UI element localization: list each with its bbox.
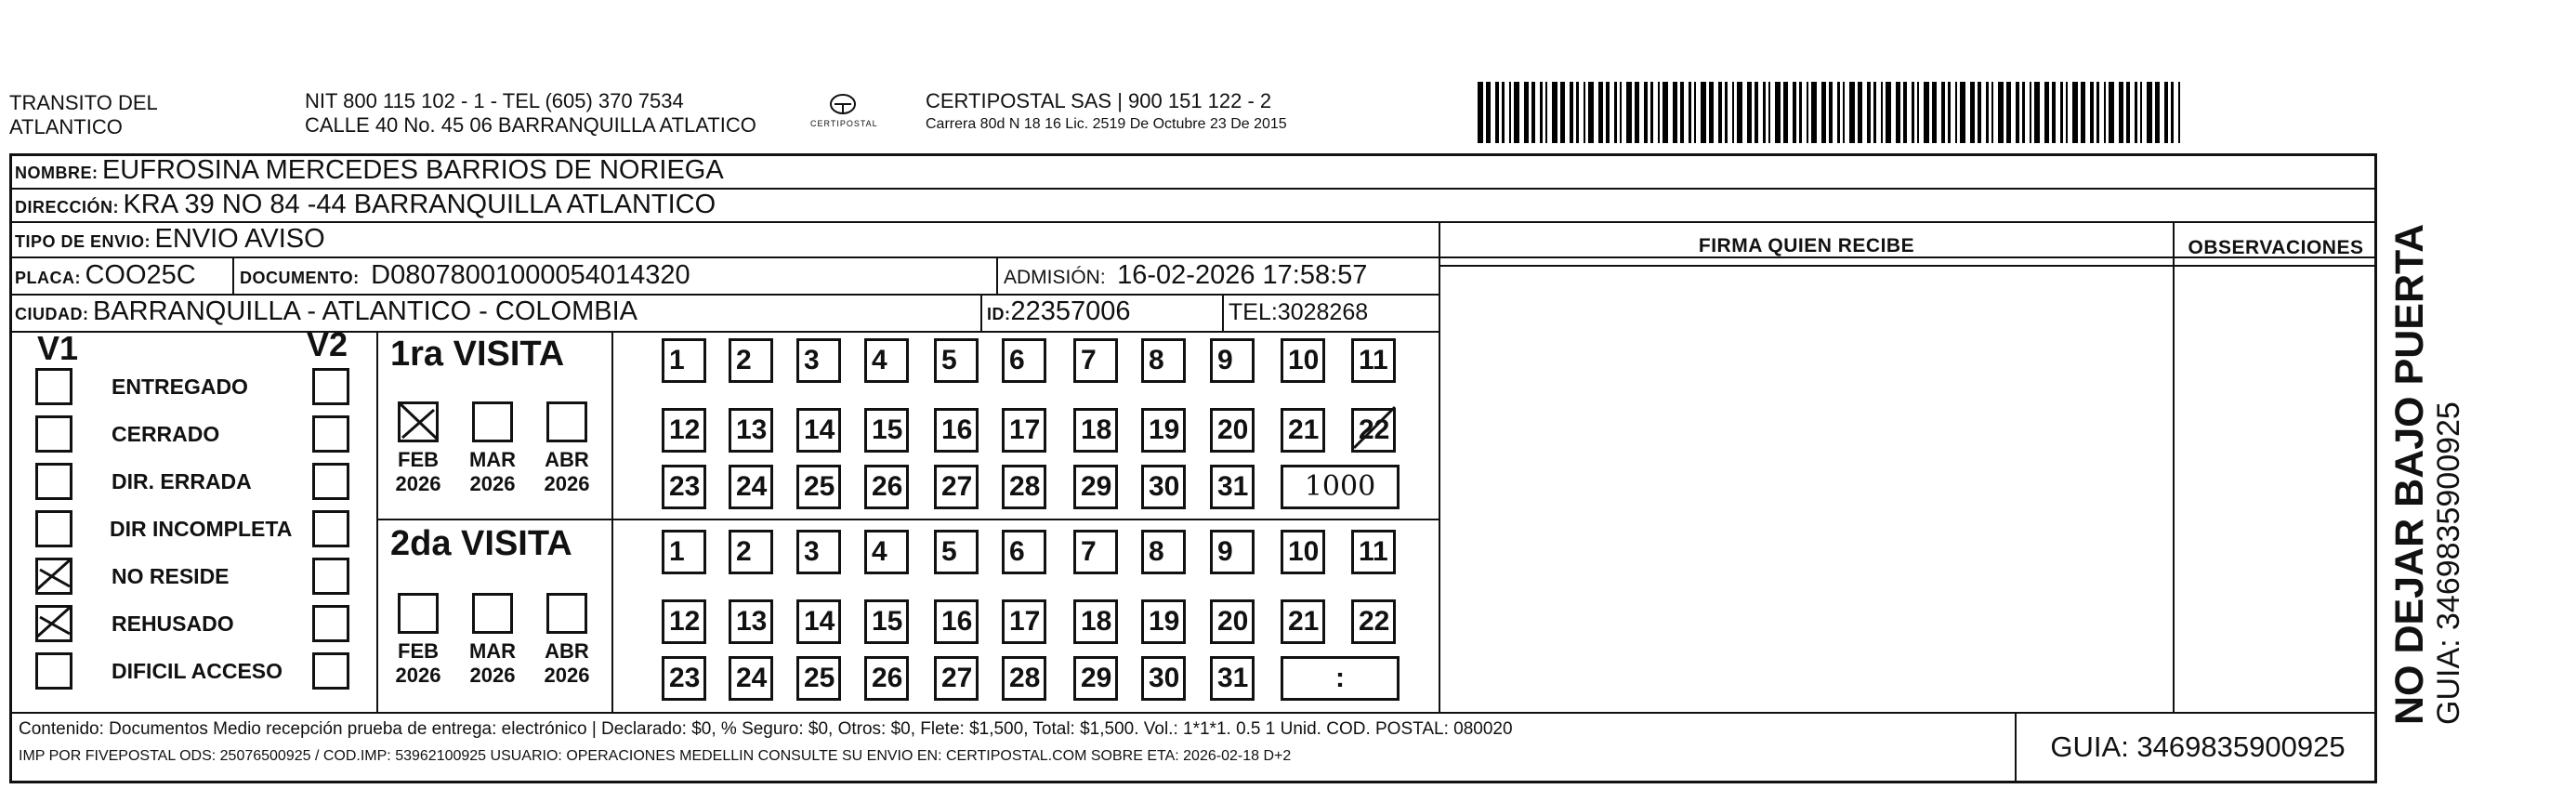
second-visit-day-31[interactable]: 31 [1210, 656, 1255, 701]
second-visit-day-3[interactable]: 3 [796, 530, 841, 574]
second-visit-month-box-abr[interactable] [546, 593, 587, 634]
second-visit-day-29[interactable]: 29 [1073, 656, 1118, 701]
sender-address-line: CALLE 40 No. 45 06 BARRANQUILLA ATLATICO [305, 113, 756, 137]
barcode-bar [1709, 82, 1714, 143]
barcode-bar [1837, 82, 1840, 143]
barcode-bar [1689, 82, 1691, 143]
barcode-bar [1626, 82, 1632, 143]
second-visit-day-24[interactable]: 24 [729, 656, 773, 701]
first-visit-month-label-feb [390, 448, 446, 496]
first-visit-month-year: 2026 [395, 472, 441, 495]
sender-org-line2: ATLANTICO [9, 115, 123, 138]
second-visit-day-14[interactable]: 14 [796, 599, 841, 644]
barcode-bar [1747, 82, 1752, 143]
placa-field [15, 259, 196, 296]
v1-checkbox-cerrado[interactable] [35, 415, 72, 453]
admision-label: ADMISIÓN: [1004, 267, 1106, 288]
v2-checkbox-dificil-acceso[interactable] [312, 652, 349, 690]
barcode-bar [2135, 82, 2137, 143]
certipostal-logo-icon [810, 93, 875, 119]
documento-field [240, 259, 690, 296]
direccion-label: DIRECCIÓN: [15, 198, 119, 217]
barcode-bar [1849, 82, 1855, 143]
second-visit-day-4[interactable]: 4 [864, 530, 909, 574]
barcode-bar [1783, 82, 1788, 143]
barcode-bar [1896, 82, 1900, 143]
second-visit-day-9[interactable]: 9 [1210, 530, 1255, 574]
barcode-bar [2081, 82, 2085, 143]
barcode-bar [1614, 82, 1617, 143]
second-visit-month-name-abr: ABR [545, 639, 589, 663]
barcode-bar [1843, 82, 1845, 143]
second-visit-day-27[interactable]: 27 [934, 656, 979, 701]
second-visit-day-5[interactable]: 5 [934, 530, 979, 574]
barcode-bar [1755, 82, 1758, 143]
first-visit-month-box-mar[interactable] [472, 401, 513, 442]
first-visit-day-27[interactable]: 27 [934, 465, 979, 509]
second-visit-day-17[interactable]: 17 [1002, 599, 1046, 644]
footer-guia: GUIA: 3469835900925 [2050, 730, 2346, 763]
second-visit-month-label-mar [465, 639, 520, 688]
barcode-bar [1821, 82, 1826, 143]
first-visit-day-15[interactable]: 15 [864, 408, 909, 453]
first-visit-month-box-abr[interactable] [546, 401, 587, 442]
second-visit-day-6[interactable]: 6 [1002, 530, 1046, 574]
barcode-bar [1650, 82, 1653, 143]
second-visit-month-box-mar[interactable] [472, 593, 513, 634]
barcode-bar [1502, 82, 1505, 143]
barcode-bar [1658, 82, 1660, 143]
barcode-bar [2072, 82, 2078, 143]
barcode-bar [1584, 82, 1585, 143]
v1-checkbox-rehusado[interactable] [35, 605, 72, 642]
second-visit-day-11[interactable]: 11 [1351, 530, 1396, 574]
first-visit-day-3[interactable]: 3 [796, 338, 841, 383]
barcode-bar [2126, 82, 2130, 143]
v2-checkbox-cerrado[interactable] [312, 415, 349, 453]
courier-logo [810, 93, 878, 128]
status-label-dificil-acceso: DIFICIL ACCESO [112, 659, 283, 683]
first-visit-month-name-mar: MAR [468, 448, 517, 471]
tipo-envio-value: ENVIO AVISO [154, 224, 325, 254]
placa-label: PLACA: [15, 269, 81, 287]
second-visit-day-25[interactable]: 25 [796, 656, 841, 701]
second-visit-day-15[interactable]: 15 [864, 599, 909, 644]
sender-nit-line: NIT 800 115 102 - 1 - TEL (605) 370 7534 [305, 89, 684, 112]
ciudad-value: BARRANQUILLA - ATLANTICO - COLOMBIA [92, 296, 637, 326]
side-notice [2388, 224, 2466, 725]
barcode-bar [2119, 82, 2123, 143]
barcode-bar [2164, 82, 2168, 143]
second-visit-month-year: 2026 [544, 664, 590, 687]
barcode-bar [2178, 82, 2180, 143]
first-visit-day-29[interactable]: 29 [1073, 465, 1118, 509]
barcode-bar [1524, 82, 1529, 143]
courier-name-line: CERTIPOSTAL SAS | 900 151 122 - 2 [926, 89, 1272, 112]
first-visit-day-1[interactable]: 1 [662, 338, 706, 383]
courier-license-line: Carrera 80d N 18 16 Lic. 2519 De Octubre 23 De 2015 [926, 116, 1287, 132]
barcode-bar [1560, 82, 1565, 143]
barcode-bar [1941, 82, 1945, 143]
barcode-bar [1732, 82, 1734, 143]
first-visit-time-box[interactable]: 1000 [1281, 465, 1400, 509]
sender-contact [305, 89, 756, 138]
nombre-value: EUFROSINA MERCEDES BARRIOS DE NORIEGA [101, 155, 724, 185]
barcode-bar [2090, 82, 2094, 143]
second-visit-month-name-mar: MAR [468, 639, 517, 663]
nombre-label: NOMBRE: [15, 164, 99, 182]
first-visit-day-4[interactable]: 4 [864, 338, 909, 383]
observaciones-header: OBSERVACIONES [2188, 237, 2364, 258]
first-visit-day-30[interactable]: 30 [1141, 465, 1186, 509]
barcode-bar [1552, 82, 1557, 143]
barcode-bar [1955, 82, 1957, 143]
first-visit-month-box-feb[interactable] [398, 401, 439, 442]
v2-checkbox-dir-errada[interactable] [312, 463, 349, 500]
barcode-bar [1960, 82, 1965, 143]
second-visit-day-26[interactable]: 26 [864, 656, 909, 701]
first-visit-day-13[interactable]: 13 [729, 408, 773, 453]
first-visit-day-5[interactable]: 5 [934, 338, 979, 383]
v2-checkbox-entregado[interactable] [312, 368, 349, 405]
second-visit-day-16[interactable]: 16 [934, 599, 979, 644]
barcode-bar [1886, 82, 1891, 143]
barcode-bar [2034, 82, 2040, 143]
barcode-bar [2044, 82, 2049, 143]
second-visit-day-8[interactable]: 8 [1141, 530, 1186, 574]
barcode-bar [2109, 82, 2114, 143]
barcode-bar [1701, 82, 1706, 143]
tipo-envio-label: TIPO DE ENVIO: [15, 232, 151, 251]
barcode-bar [1793, 82, 1796, 143]
first-visit-month-label-abr [539, 448, 595, 496]
v2-checkbox-no-reside[interactable] [312, 558, 349, 595]
side-guia-text: GUIA: 3469835900925 [2431, 401, 2466, 725]
first-visit-day-24[interactable]: 24 [729, 465, 773, 509]
first-visit-day-2[interactable]: 2 [729, 338, 773, 383]
barcode-bar [2060, 82, 2063, 143]
barcode-bar [2096, 82, 2099, 143]
tel-field [1229, 296, 1368, 328]
barcode-bar [1718, 82, 1722, 143]
id-label: ID: [987, 305, 1011, 323]
barcode-bar [1694, 82, 1696, 143]
barcode-bar [1799, 82, 1802, 143]
barcode-bar [1998, 82, 2004, 143]
barcode-bar [2006, 82, 2011, 143]
first-visit-day-22[interactable]: 22 [1351, 408, 1396, 453]
firma-header: FIRMA QUIEN RECIBE [1698, 235, 1915, 256]
barcode-bar [1858, 82, 1862, 143]
first-visit-month-name-abr: ABR [545, 448, 589, 471]
footer-imp-line: IMP POR FIVEPOSTAL ODS: 25076500925 / COD.IMP: 53962100925 USUARIO: OPERACIONES MEDELLIN CONSULTE SU ENVIO EN: CERTIPOSTAL.COM SOBRE ETA: 2026-02-18 D+2 [19, 748, 1292, 764]
barcode-bar [1635, 82, 1639, 143]
status-label-rehusado: REHUSADO [112, 611, 234, 636]
barcode-bar [1725, 82, 1728, 143]
first-visit-day-26[interactable]: 26 [864, 465, 909, 509]
ciudad-label: CIUDAD: [15, 305, 89, 323]
barcode-bar [2147, 82, 2152, 143]
status-label-no-reside: NO RESIDE [112, 564, 230, 588]
barcode-bar [1917, 82, 1919, 143]
first-visit-day-10[interactable]: 10 [1281, 338, 1325, 383]
footer-content-line: Contenido: Documentos Medio recepción prueba de entrega: electrónico | Declarado: $0, % Seguro: $0, Otros: $0, Flete: $1,500, Total: $1,500. Vol.: 1*1*1. 0.5 1 Unid. COD. POSTAL: 080020 [19, 719, 1513, 739]
barcode-bar [1680, 82, 1684, 143]
admision-value: 16-02-2026 17:58:57 [1117, 260, 1368, 290]
second-visit-day-7[interactable]: 7 [1073, 530, 1118, 574]
barcode-bar [1948, 82, 1951, 143]
side-notice-text: NO DEJAR BAJO PUERTA [2387, 223, 2432, 725]
first-visit-day-23[interactable]: 23 [662, 465, 706, 509]
second-visit-day-19[interactable]: 19 [1141, 599, 1186, 644]
barcode-bar [1531, 82, 1535, 143]
second-visit-day-13[interactable]: 13 [729, 599, 773, 644]
second-visit-day-1[interactable]: 1 [662, 530, 706, 574]
barcode-bar [1873, 82, 1876, 143]
status-label-dir-errada: DIR. ERRADA [112, 469, 252, 493]
barcode-bar [2052, 82, 2056, 143]
sender-org [9, 91, 158, 139]
second-visit-day-21[interactable]: 21 [1281, 599, 1325, 644]
second-visit-day-30[interactable]: 30 [1141, 656, 1186, 701]
documento-value: D08078001000054014320 [371, 260, 690, 290]
tel-label: TEL: [1229, 299, 1278, 325]
barcode-bar [1663, 82, 1668, 143]
barcode-bar [2066, 82, 2068, 143]
second-visit-month-box-feb[interactable] [398, 593, 439, 634]
first-visit-day-9[interactable]: 9 [1210, 338, 1255, 383]
barcode-bar [2140, 82, 2142, 143]
status-label-cerrado: CERRADO [112, 422, 220, 446]
second-visit-month-name-feb: FEB [398, 639, 439, 663]
barcode-bar [1606, 82, 1610, 143]
second-visit-month-year: 2026 [469, 664, 516, 687]
v1-checkbox-dir-errada[interactable] [35, 463, 72, 500]
status-label-entregado: ENTREGADO [112, 375, 248, 399]
barcode-bar [1737, 82, 1742, 143]
first-visit-day-12[interactable]: 12 [662, 408, 706, 453]
barcode-bar [2104, 82, 2106, 143]
barcode-bar [1807, 82, 1808, 143]
barcode-bar [1978, 82, 1981, 143]
barcode-bar [1881, 82, 1883, 143]
v2-checkbox-dir-incompleta[interactable] [312, 510, 349, 547]
first-visit-day-16[interactable]: 16 [934, 408, 979, 453]
id-field [987, 296, 1131, 332]
barcode-bar [1598, 82, 1603, 143]
v1-checkbox-dificil-acceso[interactable] [35, 652, 72, 690]
placa-value: COO25C [85, 260, 196, 290]
barcode [1478, 82, 2182, 143]
first-visit-day-17[interactable]: 17 [1002, 408, 1046, 453]
barcode-bar [1986, 82, 1989, 143]
barcode-bar [1970, 82, 1975, 143]
observations-area[interactable] [2176, 270, 2375, 710]
first-visit-day-19[interactable]: 19 [1141, 408, 1186, 453]
first-visit-day-21[interactable]: 21 [1281, 408, 1325, 453]
direccion-field [15, 189, 716, 225]
barcode-bar [1588, 82, 1594, 143]
barcode-bar [1673, 82, 1677, 143]
tipo-envio-field [15, 223, 325, 259]
barcode-bar [1644, 82, 1648, 143]
barcode-bar [1991, 82, 1993, 143]
first-visit-title: 1ra VISITA [390, 335, 565, 374]
first-visit-month-year: 2026 [469, 472, 516, 495]
barcode-bar [1768, 82, 1770, 143]
second-visit-month-year: 2026 [395, 664, 441, 687]
barcode-bar [1570, 82, 1573, 143]
barcode-bar [2016, 82, 2019, 143]
v2-checkbox-rehusado[interactable] [312, 605, 349, 642]
first-visit-day-11[interactable]: 11 [1351, 338, 1396, 383]
barcode-bar [1932, 82, 1937, 143]
barcode-bar [1509, 82, 1511, 143]
courier-info [926, 89, 1287, 134]
v2-header: V2 [307, 325, 348, 363]
barcode-bar [2171, 82, 2174, 143]
tel-value: 3028268 [1277, 299, 1369, 325]
barcode-bar [1545, 82, 1547, 143]
first-visit-day-28[interactable]: 28 [1002, 465, 1046, 509]
barcode-bar [1540, 82, 1543, 143]
barcode-bar [1903, 82, 1907, 143]
first-visit-month-name-feb: FEB [398, 448, 439, 471]
second-visit-day-10[interactable]: 10 [1281, 530, 1325, 574]
barcode-bar [1763, 82, 1766, 143]
admision-field [1004, 259, 1367, 296]
barcode-bar [2030, 82, 2031, 143]
barcode-bar [1829, 82, 1833, 143]
first-visit-day-18[interactable]: 18 [1073, 408, 1118, 453]
second-visit-day-23[interactable]: 23 [662, 656, 706, 701]
first-visit-day-20[interactable]: 20 [1210, 408, 1255, 453]
second-visit-day-2[interactable]: 2 [729, 530, 773, 574]
first-visit-day-14[interactable]: 14 [796, 408, 841, 453]
first-visit-day-31[interactable]: 31 [1210, 465, 1255, 509]
barcode-bar [1576, 82, 1579, 143]
status-label-dir-incompleta: DIR INCOMPLETA [110, 517, 293, 541]
barcode-bar [1811, 82, 1817, 143]
nombre-field [15, 154, 724, 191]
second-visit-day-22[interactable]: 22 [1351, 599, 1396, 644]
v1-header: V1 [37, 329, 79, 367]
documento-label: DOCUMENTO: [240, 269, 360, 287]
second-visit-month-label-abr [539, 639, 595, 688]
signature-area[interactable] [1442, 270, 2171, 710]
barcode-bar [1620, 82, 1622, 143]
first-visit-day-6[interactable]: 6 [1002, 338, 1046, 383]
first-visit-day-25[interactable]: 25 [796, 465, 841, 509]
barcode-bar [2155, 82, 2160, 143]
second-visit-day-18[interactable]: 18 [1073, 599, 1118, 644]
second-visit-month-label-feb [390, 639, 446, 688]
first-visit-day-7[interactable]: 7 [1073, 338, 1118, 383]
second-visit-day-12[interactable]: 12 [662, 599, 706, 644]
id-value: 22357006 [1010, 296, 1131, 326]
sender-org-line1: TRANSITO DEL [9, 91, 158, 114]
barcode-bar [1478, 82, 1483, 143]
logo-caption: CERTIPOSTAL [810, 119, 878, 128]
v1-checkbox-no-reside[interactable] [35, 558, 72, 595]
barcode-bar [1912, 82, 1914, 143]
second-visit-time-box[interactable]: : [1281, 656, 1400, 701]
first-visit-day-8[interactable]: 8 [1141, 338, 1186, 383]
barcode-bar [1486, 82, 1491, 143]
barcode-bar [1495, 82, 1499, 143]
second-visit-day-28[interactable]: 28 [1002, 656, 1046, 701]
second-visit-day-20[interactable]: 20 [1210, 599, 1255, 644]
barcode-bar [1867, 82, 1871, 143]
barcode-bar [2022, 82, 2025, 143]
first-visit-month-year: 2026 [544, 472, 590, 495]
v1-checkbox-entregado[interactable] [35, 368, 72, 405]
second-visit-title: 2da VISITA [390, 524, 572, 563]
barcode-bar [1775, 82, 1781, 143]
v1-checkbox-dir-incompleta[interactable] [35, 510, 72, 547]
barcode-bar [1514, 82, 1519, 143]
direccion-value: KRA 39 NO 84 -44 BARRANQUILLA ATLANTICO [123, 190, 716, 219]
barcode-bar [1924, 82, 1929, 143]
first-visit-month-label-mar [465, 448, 520, 496]
